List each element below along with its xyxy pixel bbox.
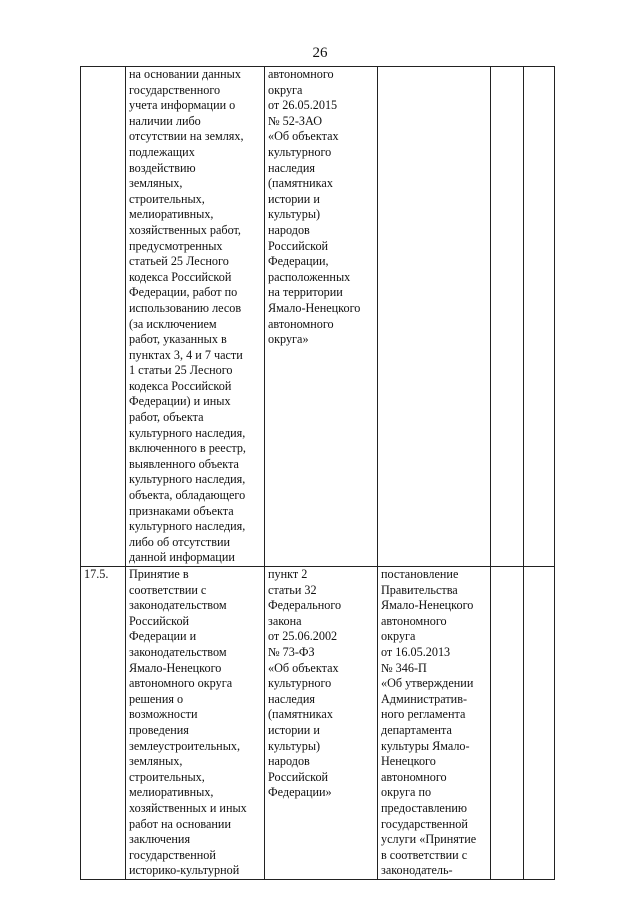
document-table bbox=[80, 66, 555, 880]
cell-line: строительных, bbox=[129, 191, 205, 206]
legal-basis-cell bbox=[265, 67, 378, 567]
cell-line: наследия bbox=[268, 160, 316, 175]
cell-line: кодекса Российской bbox=[129, 378, 232, 393]
cell-line: Российской bbox=[268, 769, 329, 784]
cell-line: Федерации и bbox=[129, 629, 197, 644]
regulation-cell bbox=[378, 567, 491, 880]
empty-cell bbox=[524, 67, 555, 567]
cell-line: автономного bbox=[381, 613, 447, 628]
cell-line: народов bbox=[268, 754, 310, 769]
cell-line: работ, указанных в bbox=[129, 332, 227, 347]
cell-line: округа bbox=[268, 82, 303, 97]
cell-line: воздействию bbox=[129, 160, 196, 175]
cell-line: № 52-ЗАО bbox=[268, 113, 323, 128]
cell-line: предусмотренных bbox=[129, 238, 223, 253]
cell-line: статьи 32 bbox=[268, 582, 317, 597]
cell-line: культурного bbox=[268, 676, 332, 691]
cell-line: пункт 2 bbox=[268, 567, 308, 581]
empty-cell bbox=[524, 567, 555, 880]
cell-line: постановление bbox=[381, 567, 459, 581]
cell-line: использованию лесов bbox=[129, 300, 242, 315]
cell-line: Правительства bbox=[381, 582, 458, 597]
cell-line: хозяйственных и иных bbox=[129, 800, 247, 815]
table-row bbox=[81, 67, 555, 567]
cell-line: учета информации о bbox=[129, 98, 236, 113]
cell-line: земляных, bbox=[129, 754, 183, 769]
service-description-cell bbox=[126, 67, 265, 567]
cell-line: культуры Ямало- bbox=[381, 738, 470, 753]
cell-line: № 346-П bbox=[381, 660, 427, 675]
cell-line: законодатель- bbox=[381, 863, 453, 878]
row-number-cell bbox=[81, 67, 126, 567]
cell-line: Российской bbox=[268, 238, 329, 253]
cell-line: «Об утверждении bbox=[381, 676, 474, 691]
cell-line: (памятниках bbox=[268, 707, 333, 722]
row-number-cell: 17.5. bbox=[81, 567, 126, 880]
cell-line: культуры) bbox=[268, 207, 321, 222]
regulation-cell bbox=[378, 67, 491, 567]
cell-line: отсутствии на землях, bbox=[129, 129, 244, 144]
cell-line: Федерации, работ по bbox=[129, 285, 238, 300]
cell-line: государственной bbox=[381, 816, 468, 831]
cell-line: на территории bbox=[268, 285, 343, 300]
cell-line: 1 статьи 25 Лесного bbox=[129, 363, 233, 378]
cell-line: статьей 25 Лесного bbox=[129, 254, 229, 269]
cell-line: решения о bbox=[129, 691, 184, 706]
empty-cell bbox=[491, 567, 524, 880]
cell-line: мелиоративных, bbox=[129, 785, 214, 800]
cell-line: округа» bbox=[268, 332, 309, 347]
cell-line: Российской bbox=[129, 613, 190, 628]
cell-line: (за исключением bbox=[129, 316, 217, 331]
cell-line: закона bbox=[268, 613, 302, 628]
cell-line: выявленного объекта bbox=[129, 456, 239, 471]
cell-line: «Об объектах bbox=[268, 660, 339, 675]
cell-line: работ на основании bbox=[129, 816, 231, 831]
cell-line: (памятниках bbox=[268, 176, 333, 191]
cell-line: культурного bbox=[268, 144, 332, 159]
cell-line: предоставлению bbox=[381, 800, 467, 815]
cell-line: «Об объектах bbox=[268, 129, 339, 144]
cell-line: Федерации, bbox=[268, 254, 329, 269]
cell-line: кодекса Российской bbox=[129, 269, 232, 284]
cell-line: законодательством bbox=[129, 598, 227, 613]
cell-line: землеустроительных, bbox=[129, 738, 241, 753]
cell-line: наследия bbox=[268, 691, 316, 706]
empty-cell bbox=[491, 67, 524, 567]
cell-line: строительных, bbox=[129, 769, 205, 784]
cell-line: историко-культурной bbox=[129, 863, 240, 878]
page-number: 26 bbox=[312, 45, 328, 61]
cell-line: культуры) bbox=[268, 738, 321, 753]
cell-line: Принятие в bbox=[129, 567, 189, 581]
cell-line: заключения bbox=[129, 832, 191, 847]
cell-line: земляных, bbox=[129, 176, 183, 191]
cell-line: ного регламента bbox=[381, 707, 466, 722]
cell-line: округа bbox=[381, 629, 416, 644]
cell-line: объекта, обладающего bbox=[129, 488, 246, 503]
cell-line: Административ- bbox=[381, 691, 468, 706]
cell-line: данной информации bbox=[129, 550, 235, 565]
cell-line: наличии либо bbox=[129, 113, 201, 128]
cell-line: Федерации) и иных bbox=[129, 394, 231, 409]
cell-line: включенного в реестр, bbox=[129, 441, 246, 456]
cell-line: автономного bbox=[381, 769, 447, 784]
cell-line: хозяйственных работ, bbox=[129, 222, 241, 237]
cell-line: от 25.06.2002 bbox=[268, 629, 338, 644]
cell-line: автономного bbox=[268, 67, 334, 81]
cell-line: от 26.05.2015 bbox=[268, 98, 338, 113]
cell-line: законодательством bbox=[129, 644, 227, 659]
cell-line: департамента bbox=[381, 722, 452, 737]
cell-line: Ненецкого bbox=[381, 754, 436, 769]
cell-line: народов bbox=[268, 222, 310, 237]
cell-line: работ, объекта bbox=[129, 410, 204, 425]
cell-line: округа по bbox=[381, 785, 432, 800]
service-description-cell bbox=[126, 567, 265, 880]
cell-line: подлежащих bbox=[129, 144, 195, 159]
cell-line: государственной bbox=[129, 847, 216, 862]
cell-line: автономного округа bbox=[129, 676, 233, 691]
cell-line: культурного наследия, bbox=[129, 472, 246, 487]
cell-line: пунктах 3, 4 и 7 части bbox=[129, 347, 243, 362]
table-row bbox=[81, 567, 555, 880]
cell-line: проведения bbox=[129, 722, 189, 737]
cell-line: автономного bbox=[268, 316, 334, 331]
cell-line: Ямало-Ненецкого bbox=[129, 660, 222, 675]
cell-line: мелиоративных, bbox=[129, 207, 214, 222]
cell-line: признаками объекта bbox=[129, 503, 234, 518]
cell-line: истории и bbox=[268, 722, 320, 737]
cell-line: Федерального bbox=[268, 598, 342, 613]
cell-line: в соответствии с bbox=[381, 847, 468, 862]
legal-basis-cell bbox=[265, 567, 378, 880]
cell-line: услуги «Принятие bbox=[381, 832, 477, 847]
cell-line: от 16.05.2013 bbox=[381, 644, 451, 659]
cell-line: истории и bbox=[268, 191, 320, 206]
cell-line: культурного наследия, bbox=[129, 519, 246, 534]
cell-line: расположенных bbox=[268, 269, 351, 284]
cell-line: государственного bbox=[129, 82, 221, 97]
cell-line: Федерации» bbox=[268, 785, 332, 800]
cell-line: № 73-ФЗ bbox=[268, 644, 315, 659]
cell-line: культурного наследия, bbox=[129, 425, 246, 440]
cell-line: на основании данных bbox=[129, 67, 241, 81]
cell-line: возможности bbox=[129, 707, 198, 722]
cell-line: Ямало-Ненецкого bbox=[381, 598, 474, 613]
cell-line: либо об отсутствии bbox=[129, 534, 231, 549]
cell-line: соответствии с bbox=[129, 582, 207, 597]
cell-line: Ямало-Ненецкого bbox=[268, 300, 361, 315]
